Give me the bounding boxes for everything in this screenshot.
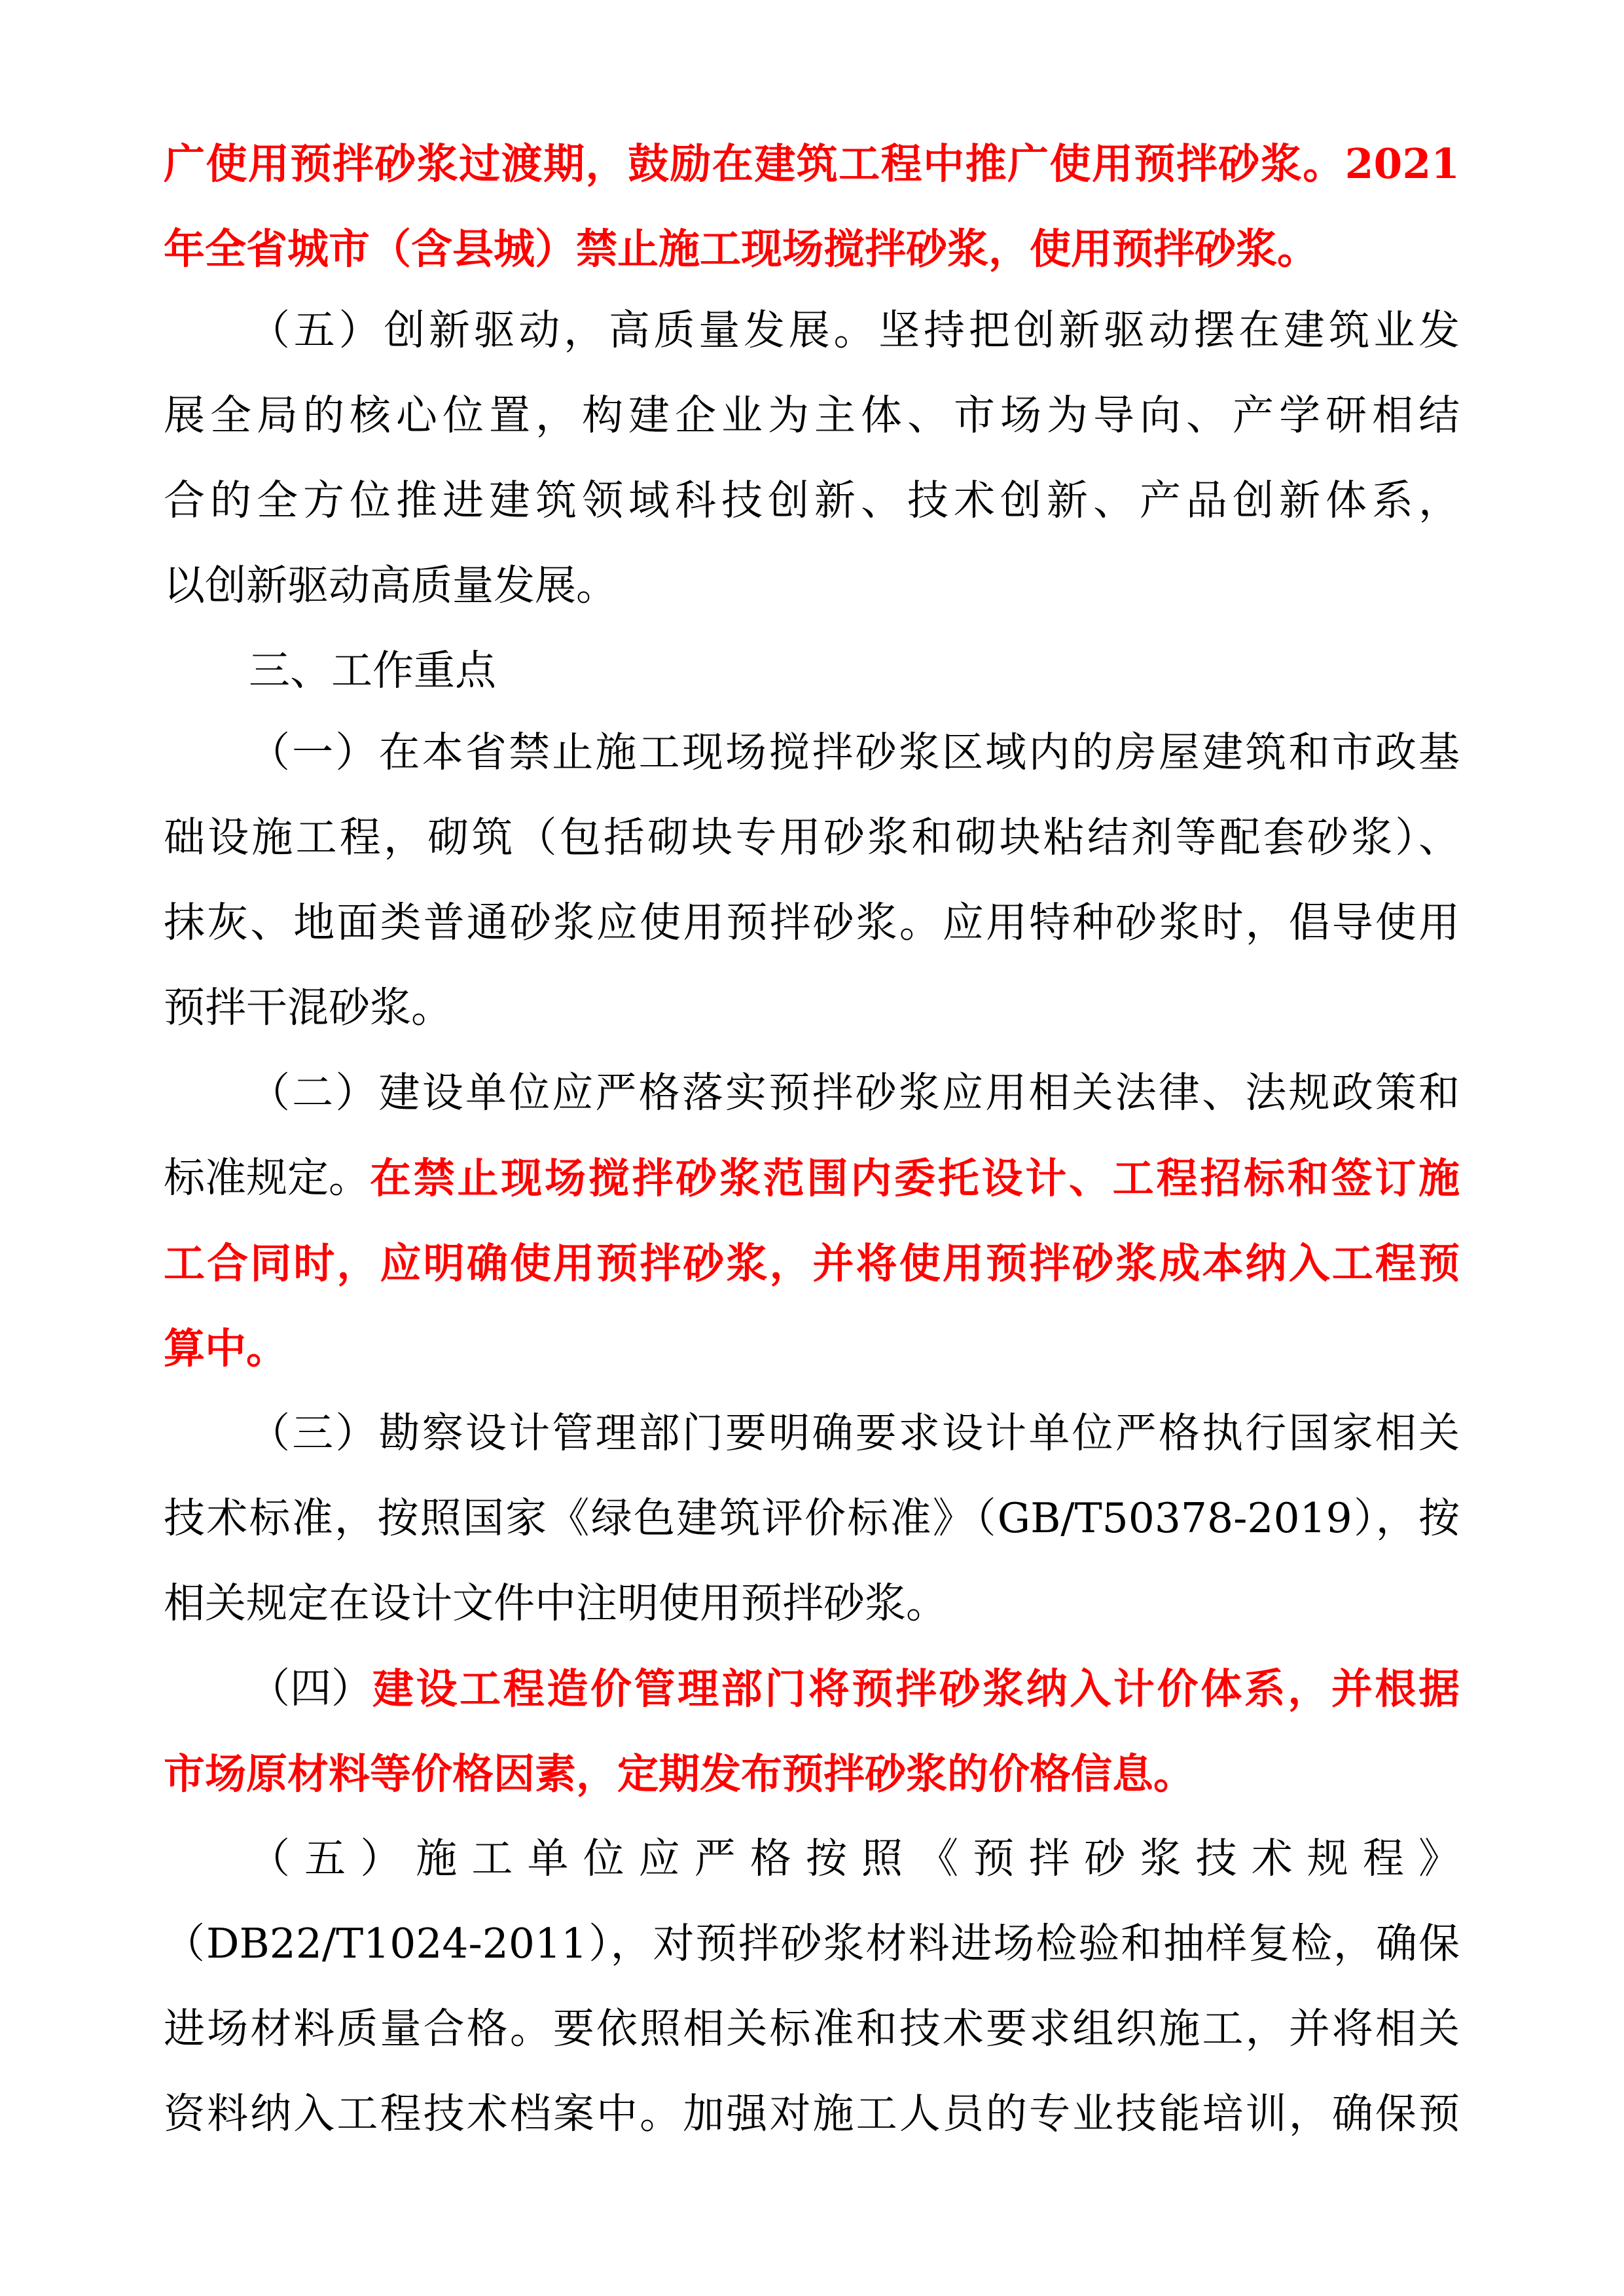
text-line: 抹灰、地面类普通砂浆应使用预拌砂浆。应用特种砂浆时，倡导使用	[164, 899, 1460, 946]
text-line-emphasis: 市场原材料等价格因素，定期发布预拌砂浆的价格信息。	[164, 1749, 1195, 1798]
text-line: 础设施工程，砌筑（包括砌块专用砂浆和砌块粘结剂等配套砂浆）、	[164, 814, 1460, 861]
paragraph-first-line: （二）建设单位应严格落实预拌砂浆应用相关法律、法规政策和	[249, 1069, 1460, 1117]
text-line-emphasis: 年全省城市（含县城）禁止施工现场搅拌砂浆，使用预拌砂浆。	[164, 224, 1318, 273]
text-run-emphasis: 建设工程造价管理部门将预拌砂浆纳入计价体系，并根据	[372, 1664, 1460, 1713]
text-run: （四）	[249, 1664, 372, 1712]
paragraph-first-line: （五）施工单位应严格按照《预拌砂浆技术规程》	[249, 1835, 1460, 1882]
paragraph-first-line: （三）勘察设计管理部门要明确要求设计单位严格执行国家相关	[249, 1409, 1460, 1457]
text-line-mixed	[164, 1152, 1460, 1204]
text-line: 合的全方位推进建筑领域科技创新、技术创新、产品创新体系，	[164, 476, 1460, 524]
text-line: 技术标准，按照国家《绿色建筑评价标准》（GB/T50378-2019），按	[164, 1494, 1460, 1542]
text-line: 相关规定在设计文件中注明使用预拌砂浆。	[164, 1579, 947, 1627]
text-line: 进场材料质量合格。要依照相关标准和技术要求组织施工，并将相关	[164, 2005, 1460, 2053]
text-line-emphasis: 广使用预拌砂浆过渡期，鼓励在建筑工程中推广使用预拌砂浆。2021	[164, 139, 1460, 188]
text-line: 资料纳入工程技术档案中。加强对施工人员的专业技能培训，确保预	[164, 2090, 1460, 2138]
section-heading: 三、工作重点	[249, 647, 496, 694]
text-run-emphasis: 在禁止现场搅拌砂浆范围内委托设计、工程招标和签订施	[370, 1154, 1460, 1202]
paragraph-first-line-mixed	[249, 1662, 1460, 1715]
text-line: 展全局的核心位置，构建企业为主体、市场为导向、产学研相结	[164, 391, 1460, 439]
text-line: 预拌干混砂浆。	[164, 984, 452, 1031]
paragraph-first-line: （五）创新驱动，高质量发展。坚持把创新驱动摆在建筑业发	[249, 306, 1460, 354]
text-line: 以创新驱动高质量发展。	[164, 562, 617, 609]
text-line-emphasis: 算中。	[164, 1324, 287, 1372]
text-line: （DB22/T1024-2011），对预拌砂浆材料进场检验和抽样复检，确保	[164, 1920, 1460, 1967]
text-run: 标准规定。	[164, 1154, 370, 1202]
paragraph-first-line: （一）在本省禁止施工现场搅拌砂浆区域内的房屋建筑和市政基	[249, 728, 1460, 776]
text-line-emphasis: 工合同时，应明确使用预拌砂浆，并将使用预拌砂浆成本纳入工程预	[164, 1239, 1460, 1287]
